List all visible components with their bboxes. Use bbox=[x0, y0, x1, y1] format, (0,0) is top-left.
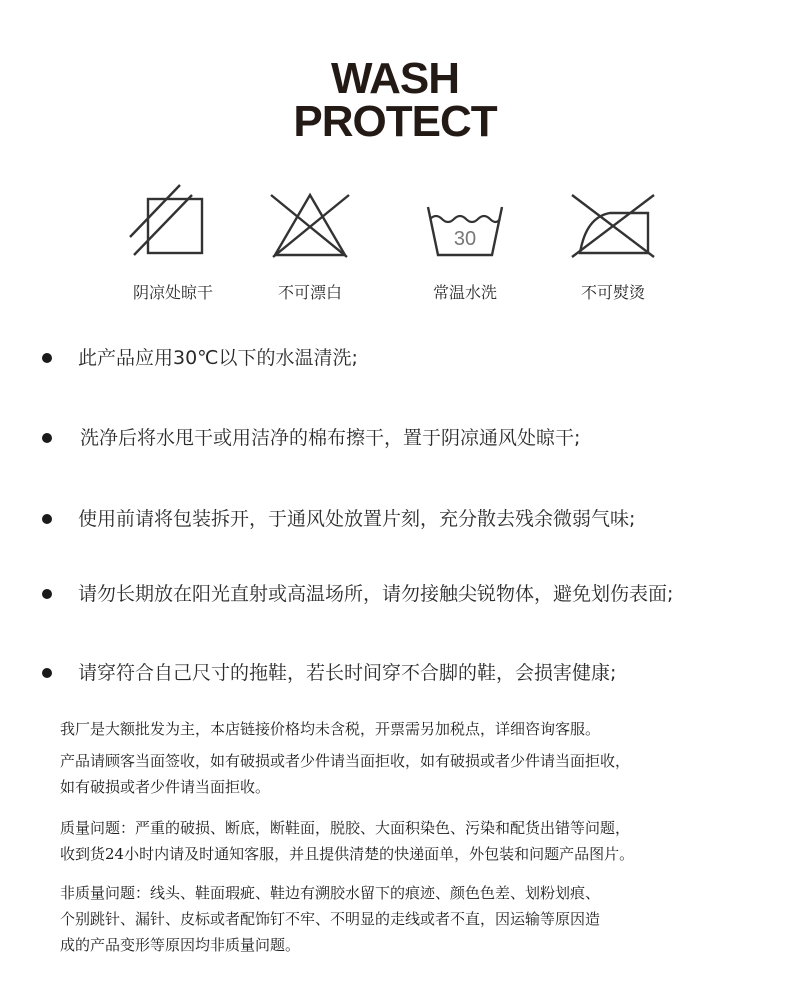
instruction-text: 此产品应用30℃以下的水温清洗; bbox=[78, 347, 358, 369]
bullet-dot-icon bbox=[42, 668, 52, 678]
notes-non-quality bbox=[60, 880, 760, 958]
notes-line: 个别跳针、漏针、皮标或者配饰钉不牢、不明显的走线或者不直，因运输等原因造 bbox=[60, 910, 601, 928]
notes-line: 产品请顾客当面签收，如有破损或者少件请当面拒收，如有破损或者少件请当面拒收， bbox=[60, 752, 631, 770]
instruction-item bbox=[42, 505, 782, 535]
wash-30-icon bbox=[420, 183, 510, 263]
notes-tax bbox=[60, 716, 760, 742]
notes-line: 收到货24小时内请及时通知客服，并且提供清楚的快递面单，外包装和问题产品图片。 bbox=[60, 845, 635, 863]
notes-line: 质量问题：严重的破损、断底，断鞋面，脱胶、大面积染色、污染和配货出错等问题， bbox=[60, 819, 631, 837]
bullet-dot-icon bbox=[42, 433, 52, 443]
notes-line: 非质量问题：线头、鞋面瑕疵、鞋边有溯胶水留下的痕迹、颜色色差、划粉划痕、 bbox=[60, 884, 601, 902]
dry-in-shade-icon bbox=[128, 183, 218, 263]
care-label-do-not-iron: 不可熨烫 bbox=[580, 283, 645, 302]
instruction-text: 洗净后将水甩干或用洁净的棉布擦干，置于阴凉通风处晾干; bbox=[80, 427, 581, 449]
instruction-text: 使用前请将包装拆开，于通风处放置片刻，充分散去残余微弱气味; bbox=[78, 508, 636, 530]
care-label-dry-in-shade: 阴凉处晾干 bbox=[132, 283, 213, 302]
notes-receipt bbox=[60, 748, 760, 800]
do-not-iron-icon bbox=[568, 183, 658, 263]
instruction-item bbox=[42, 344, 782, 374]
notes-line: 我厂是大额批发为主，本店链接价格均未含税，开票需另加税点，详细咨询客服。 bbox=[60, 720, 601, 738]
title-protect: PROTECT bbox=[293, 97, 497, 146]
notes-quality bbox=[60, 815, 760, 867]
instruction-item bbox=[42, 424, 782, 454]
wash-temperature-text: 30 bbox=[453, 228, 477, 250]
instruction-item bbox=[42, 659, 782, 689]
instruction-text: 请穿符合自己尺寸的拖鞋，若长时间穿不合脚的鞋，会损害健康; bbox=[78, 662, 617, 684]
bullet-dot-icon bbox=[42, 589, 52, 599]
notes-line: 成的产品变形等原因均非质量问题。 bbox=[60, 936, 301, 954]
do-not-bleach-icon bbox=[265, 183, 355, 263]
care-label-wash: 常温水洗 bbox=[432, 283, 497, 302]
bullet-dot-icon bbox=[42, 353, 52, 363]
instruction-item bbox=[42, 580, 782, 610]
instruction-text: 请勿长期放在阳光直射或高温场所，请勿接触尖锐物体，避免划伤表面; bbox=[78, 583, 674, 605]
title-wash: WASH bbox=[331, 54, 459, 103]
care-label-do-not-bleach: 不可漂白 bbox=[277, 283, 342, 302]
notes-line: 如有破损或者少件请当面拒收。 bbox=[60, 778, 271, 796]
bullet-dot-icon bbox=[42, 514, 52, 524]
